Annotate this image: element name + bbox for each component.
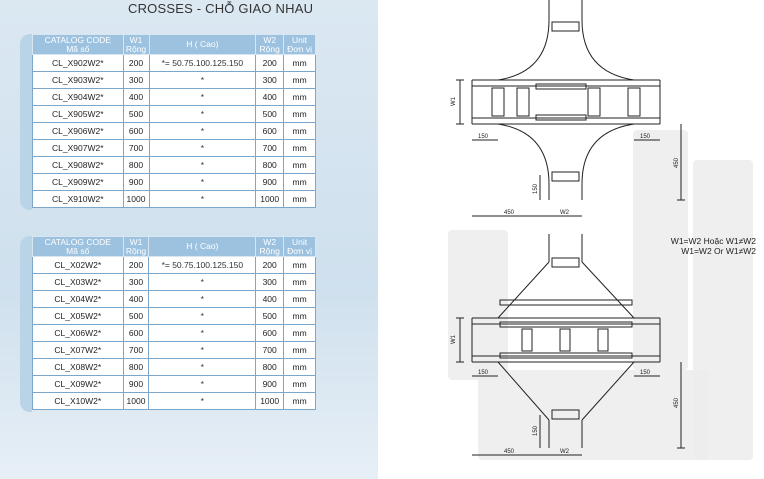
dim-150-label: 150: [640, 134, 651, 140]
header-w2: W2 Rộng: [256, 35, 284, 55]
w1-cell: 200: [123, 257, 149, 274]
w2-cell: 800: [256, 157, 284, 174]
dim-w2-label: W2: [560, 449, 569, 455]
dim-450-label: 450: [674, 397, 680, 408]
rung-segment: [500, 300, 632, 305]
catalog-code-cell: CL_X09W2*: [33, 376, 124, 393]
unit-cell: mm: [284, 89, 316, 106]
rung-segment: [517, 88, 529, 116]
header-w1: W1 Rộng: [123, 35, 149, 55]
unit-cell: mm: [284, 342, 316, 359]
w2-cell: 600: [256, 325, 284, 342]
unit-cell: mm: [284, 140, 316, 157]
catalog-code-cell: CL_X07W2*: [33, 342, 124, 359]
unit-cell: mm: [284, 174, 316, 191]
height-cell: *: [149, 191, 256, 208]
catalog-code-cell: CL_X06W2*: [33, 325, 124, 342]
rung-segment: [492, 88, 504, 116]
w1-cell: 800: [123, 157, 149, 174]
w1-cell: 700: [123, 342, 149, 359]
unit-cell: mm: [284, 106, 316, 123]
dim-150-label: 150: [478, 370, 489, 376]
rung-segment: [560, 329, 570, 351]
height-cell: *: [149, 393, 256, 410]
w1-cell: 300: [123, 274, 149, 291]
w1-cell: 1000: [123, 393, 149, 410]
w1-cell: 500: [123, 308, 149, 325]
unit-cell: mm: [284, 376, 316, 393]
unit-cell: mm: [284, 359, 316, 376]
header-unit: Unit Đơn vị: [284, 237, 316, 257]
dim-150-label: 150: [533, 425, 539, 436]
page-title: CROSSES - CHỖ GIAO NHAU: [128, 1, 314, 16]
height-cell: *: [149, 106, 256, 123]
height-cell: *: [149, 89, 256, 106]
dim-w2-label: W2: [560, 210, 569, 216]
header-h: H ( Cao): [149, 237, 256, 257]
height-cell: *: [149, 342, 256, 359]
catalog-code-cell: CL_X907W2*: [33, 140, 124, 157]
height-cell: *: [149, 274, 256, 291]
w2-cell: 900: [256, 174, 284, 191]
dim-150-label: 150: [533, 183, 539, 194]
rung-segment: [522, 329, 532, 351]
dim-150-label: 150: [478, 134, 489, 140]
catalog-code-cell: CL_X904W2*: [33, 89, 124, 106]
w2-cell: 700: [256, 140, 284, 157]
w1-cell: 1000: [123, 191, 149, 208]
w1-cell: 800: [123, 359, 149, 376]
header-h: H ( Cao): [149, 35, 256, 55]
unit-cell: mm: [284, 325, 316, 342]
w2-cell: 900: [256, 376, 284, 393]
height-cell: *: [149, 140, 256, 157]
unit-cell: mm: [284, 308, 316, 325]
catalog-code-cell: CL_X910W2*: [33, 191, 124, 208]
unit-cell: mm: [284, 72, 316, 89]
rung-segment: [552, 172, 579, 181]
w2-cell: 300: [256, 274, 284, 291]
catalog-code-cell: CL_X908W2*: [33, 157, 124, 174]
catalog-code-cell: CL_X04W2*: [33, 291, 124, 308]
dim-450-label: 450: [674, 157, 680, 168]
height-cell: *: [149, 72, 256, 89]
dim-w1-label: W1: [451, 97, 457, 106]
height-cell: *: [149, 174, 256, 191]
header-catalog-code: CATALOG CODE Mã số: [33, 237, 124, 257]
catalog-code-cell: CL_X906W2*: [33, 123, 124, 140]
w1-cell: 600: [123, 325, 149, 342]
w2-cell: 1000: [256, 393, 284, 410]
w1-cell: 600: [123, 123, 149, 140]
catalog-code-cell: CL_X903W2*: [33, 72, 124, 89]
catalog-code-cell: CL_X905W2*: [33, 106, 124, 123]
catalog-code-cell: CL_X03W2*: [33, 274, 124, 291]
w1-cell: 400: [123, 291, 149, 308]
height-cell: *: [149, 325, 256, 342]
unit-cell: mm: [284, 191, 316, 208]
height-cell: *: [149, 359, 256, 376]
dim-w1-label: W1: [451, 335, 457, 344]
note-line-2: W1=W2 Or W1≠W2: [681, 246, 756, 256]
rung-segment: [598, 329, 608, 351]
unit-cell: mm: [284, 55, 316, 72]
w2-cell: 300: [256, 72, 284, 89]
header-w2: W2 Rộng: [256, 237, 284, 257]
height-cell: *= 50.75.100.125.150: [149, 55, 256, 72]
w2-cell: 200: [256, 55, 284, 72]
w2-cell: 1000: [256, 191, 284, 208]
w2-cell: 800: [256, 359, 284, 376]
dim-450-label: 450: [504, 210, 515, 216]
note-line-1: W1=W2 Hoặc W1≠W2: [670, 236, 756, 246]
dim-450-label: 450: [504, 449, 515, 455]
cross-90-drawing: [456, 0, 685, 216]
w1-cell: 700: [123, 140, 149, 157]
unit-cell: mm: [284, 393, 316, 410]
w1-cell: 200: [123, 55, 149, 72]
catalog-code-cell: CL_X08W2*: [33, 359, 124, 376]
catalog-code-cell: CL_X02W2*: [33, 257, 124, 274]
unit-cell: mm: [284, 291, 316, 308]
height-cell: *: [149, 291, 256, 308]
rung-segment: [552, 22, 579, 31]
w2-cell: 700: [256, 342, 284, 359]
catalog-code-cell: CL_X902W2*: [33, 55, 124, 72]
height-cell: *: [149, 123, 256, 140]
w1-cell: 900: [123, 376, 149, 393]
rung-segment: [588, 88, 600, 116]
w1-cell: 900: [123, 174, 149, 191]
w1-cell: 300: [123, 72, 149, 89]
rung-segment: [552, 410, 579, 419]
header-catalog-code: CATALOG CODE Mã số: [33, 35, 124, 55]
height-cell: *: [149, 157, 256, 174]
cross-45-drawing: [456, 234, 685, 455]
w2-cell: 400: [256, 89, 284, 106]
unit-cell: mm: [284, 274, 316, 291]
height-cell: *: [149, 376, 256, 393]
header-w1: W1 Rộng: [123, 237, 149, 257]
w2-cell: 400: [256, 291, 284, 308]
catalog-code-cell: CL_X05W2*: [33, 308, 124, 325]
w1-cell: 400: [123, 89, 149, 106]
unit-cell: mm: [284, 257, 316, 274]
dim-150-label: 150: [640, 370, 651, 376]
w2-cell: 600: [256, 123, 284, 140]
unit-cell: mm: [284, 123, 316, 140]
w2-cell: 500: [256, 308, 284, 325]
unit-cell: mm: [284, 157, 316, 174]
catalog-code-cell: CL_X909W2*: [33, 174, 124, 191]
w2-cell: 200: [256, 257, 284, 274]
height-cell: *= 50.75.100.125.150: [149, 257, 256, 274]
height-cell: *: [149, 308, 256, 325]
w2-cell: 500: [256, 106, 284, 123]
header-unit: Unit Đơn vị: [284, 35, 316, 55]
rung-segment: [552, 258, 579, 267]
catalog-code-cell: CL_X10W2*: [33, 393, 124, 410]
rung-segment: [628, 88, 640, 116]
w1-cell: 500: [123, 106, 149, 123]
